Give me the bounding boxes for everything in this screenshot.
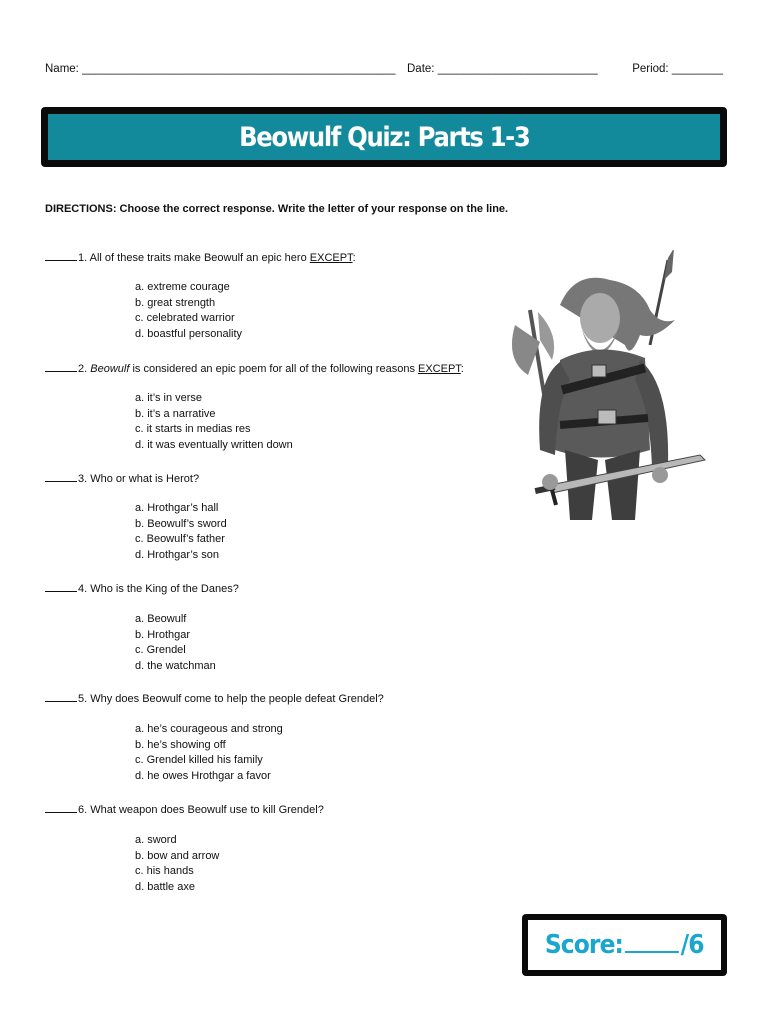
page-title: Beowulf Quiz: Parts 1-3 <box>238 121 530 153</box>
answer-blank-6[interactable] <box>45 802 77 813</box>
answer-blank-2[interactable] <box>45 361 77 372</box>
score-label: Score: <box>545 930 624 960</box>
option: b. Beowulf’s sword <box>135 517 227 530</box>
score-total: /6 <box>680 930 704 960</box>
option: a. it’s in verse <box>135 392 203 404</box>
directions-text: DIRECTIONS: Choose the correct response. Write the letter of your response on the line. <box>45 203 509 215</box>
score-blank[interactable] <box>625 931 679 953</box>
option: b. great strength <box>135 296 216 309</box>
option: d. it was eventually written down <box>135 439 293 452</box>
score-display <box>545 930 704 960</box>
answer-blank-1[interactable] <box>45 250 77 261</box>
option: a. extreme courage <box>135 281 230 293</box>
date-field[interactable]: Date: _________________________ <box>407 63 598 75</box>
option: a. he’s courageous and strong <box>135 723 283 735</box>
question-1: 1. All of these traits make Beowulf an epic hero EXCEPT: <box>45 250 356 264</box>
option: c. it starts in medias res <box>135 423 251 436</box>
score-box <box>522 914 727 976</box>
option: c. Grendel killed his family <box>135 754 263 767</box>
option: d. boastful personality <box>135 328 243 341</box>
title-banner <box>41 107 727 167</box>
option: b. it’s a narrative <box>135 407 216 420</box>
question-2-options <box>135 391 293 454</box>
question-4-options <box>135 612 216 675</box>
question-6-options <box>135 833 219 896</box>
option: b. he’s showing off <box>135 738 226 751</box>
option: d. the watchman <box>135 660 216 673</box>
option: c. Beowulf’s father <box>135 533 225 546</box>
title-banner-fill <box>48 114 720 160</box>
answer-blank-5[interactable] <box>45 691 77 702</box>
option: c. celebrated warrior <box>135 312 235 325</box>
name-field[interactable]: Name: _________________________________________________ <box>45 63 396 75</box>
score-box-fill <box>528 920 721 970</box>
question-3-options <box>135 501 227 564</box>
question-2: 2. Beowulf is considered an epic poem for all of the following reasons EXCEPT: <box>45 361 464 375</box>
option: a. Hrothgar’s hall <box>135 502 219 514</box>
option: a. sword <box>135 834 177 846</box>
option: d. he owes Hrothgar a favor <box>135 770 271 783</box>
answer-blank-4[interactable] <box>45 581 77 592</box>
option: b. bow and arrow <box>135 849 220 862</box>
question-3: 3. Who or what is Herot? <box>45 471 199 485</box>
option: d. Hrothgar’s son <box>135 549 219 562</box>
option: c. Grendel <box>135 644 186 657</box>
question-5-options <box>135 722 283 785</box>
question-6: 6. What weapon does Beowulf use to kill Grendel? <box>45 802 324 816</box>
option: c. his hands <box>135 865 194 878</box>
question-1-options <box>135 280 242 343</box>
option: d. battle axe <box>135 881 195 894</box>
question-5: 5. Why does Beowulf come to help the people defeat Grendel? <box>45 691 384 705</box>
question-4: 4. Who is the King of the Danes? <box>45 581 239 595</box>
period-field[interactable]: Period: ________ <box>632 63 723 75</box>
student-info-header <box>45 63 723 79</box>
option: b. Hrothgar <box>135 628 191 641</box>
answer-blank-3[interactable] <box>45 471 77 482</box>
beowulf-warrior-illustration <box>500 250 725 530</box>
option: a. Beowulf <box>135 613 187 625</box>
